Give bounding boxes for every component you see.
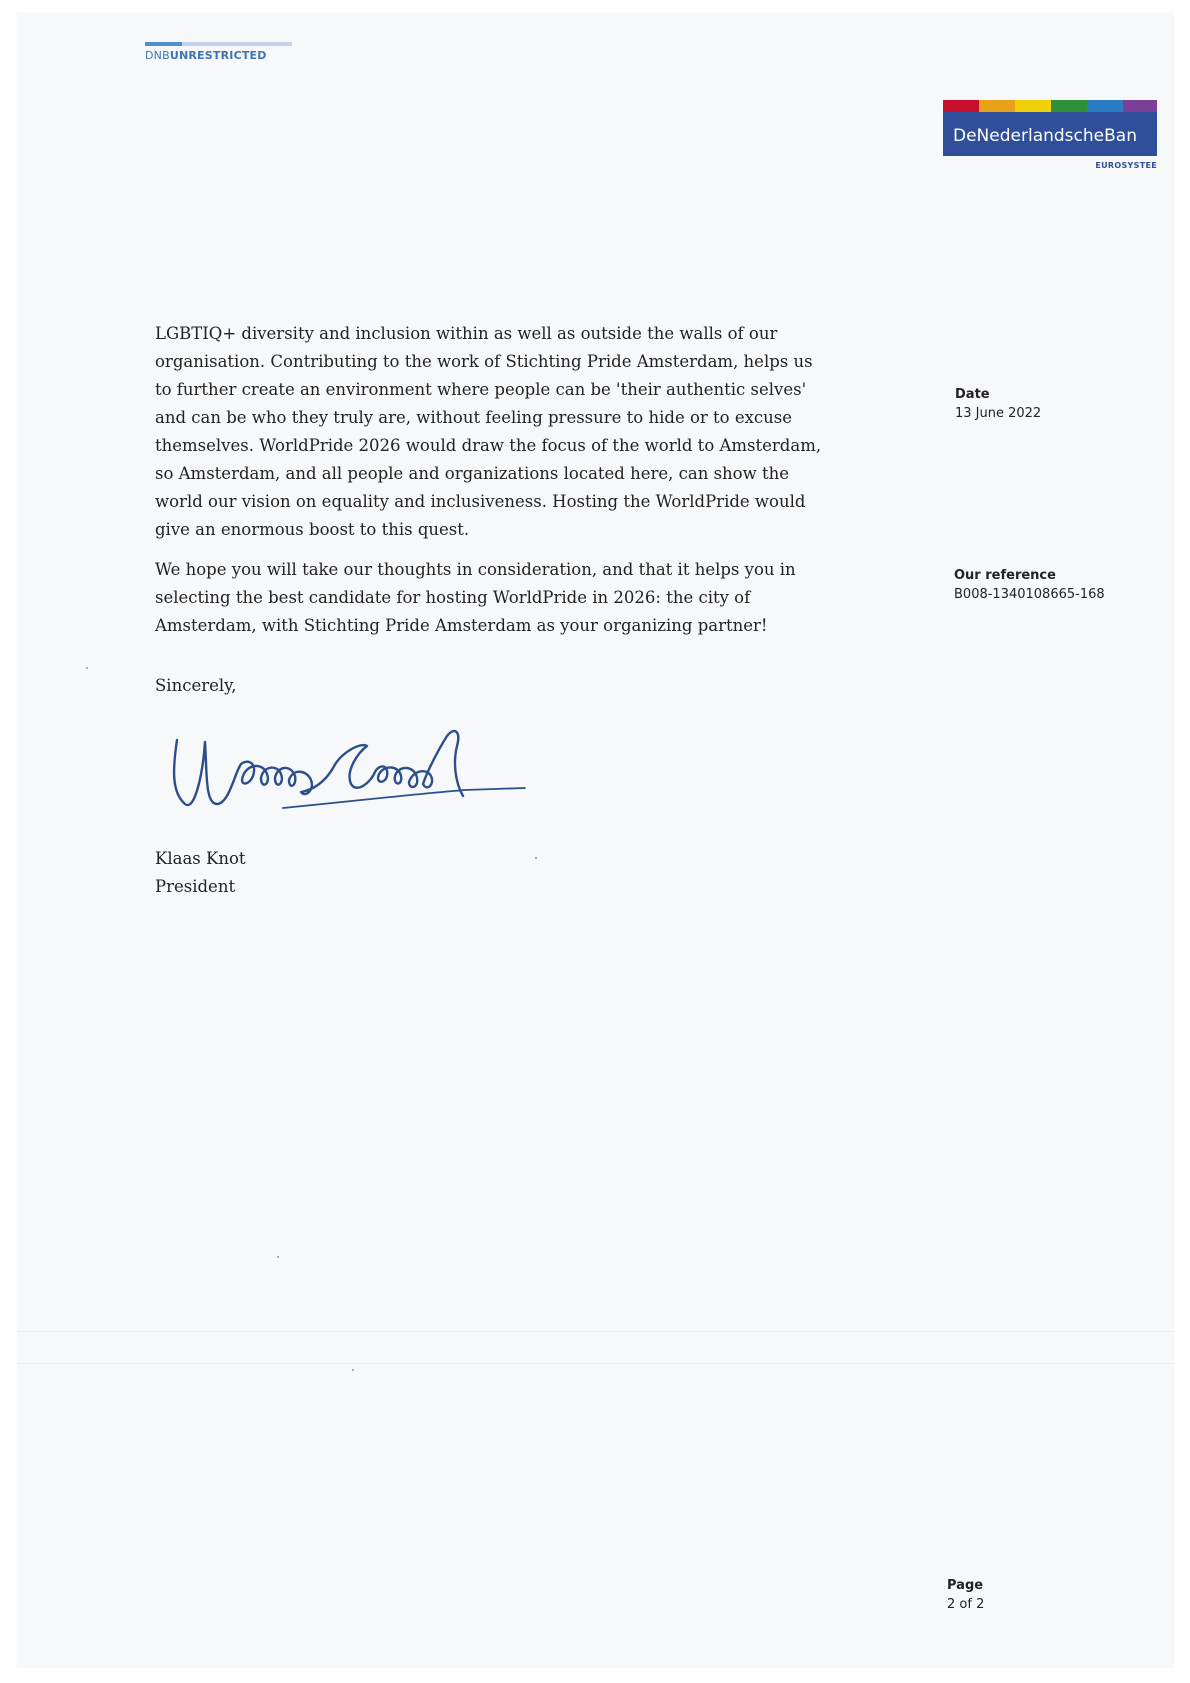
reference-block: [954, 568, 1105, 602]
scan-speck: [352, 1369, 354, 1371]
paragraph: We hope you will take our thoughts in consideration, and that it helps you in selecting the best candidate for hosting WorldPride in 2026: the city of Amsterdam, with Stichting Pride Amsterdam as your organizing partner!: [155, 560, 796, 635]
scan-band: [17, 1363, 1174, 1364]
classification-marker: [145, 42, 292, 62]
logo-stripe: [1123, 100, 1157, 112]
scan-band: [17, 1331, 1174, 1332]
reference-value: B008-1340108665-168: [954, 587, 1105, 602]
letter-page: [17, 13, 1174, 1668]
logo-stripe: [943, 100, 979, 112]
date-value: 13 June 2022: [955, 406, 1042, 421]
paragraph: LGBTIQ+ diversity and inclusion within as well as outside the walls of our organisation. Contributing to the work of Stichting Pride Amsterdam, helps us to further create an environment where people can be 'their authentic selves' and can be who they truly are, without feeling pressure to hide or to excuse themselves. WorldPride 2026 would draw the focus of the world to Amsterdam, so Amsterdam, and all people and organizations located here, can show the world our vision on equality and inclusiveness. Hosting the WorldPride would give an enormous boost to this quest.: [155, 324, 822, 539]
scan-speck: [277, 1256, 279, 1258]
logo-nameplate: DeNederlandscheBan: [943, 112, 1157, 156]
logo-eurosystem-tag: EUROSYSTEE: [1095, 161, 1157, 170]
signer-title: President: [155, 877, 236, 896]
logo-stripe: [1051, 100, 1087, 112]
page-number-block: [947, 1578, 984, 1612]
date-block: [955, 387, 1041, 421]
classification-label: DNBUNRESTRICTED: [145, 49, 267, 62]
scan-speck: [535, 857, 537, 859]
date-label: Date: [955, 387, 990, 402]
closing-salutation: Sincerely,: [155, 676, 237, 695]
signer-name: Klaas Knot: [155, 849, 246, 868]
classification-bar: [145, 42, 292, 46]
page-value: 2 of 2: [947, 1597, 985, 1612]
scan-speck: [86, 667, 88, 669]
logo-stripe: [979, 100, 1015, 112]
reference-label: Our reference: [954, 568, 1056, 583]
signature: [165, 712, 555, 830]
bank-logo: [943, 100, 1157, 170]
signer-block: [155, 845, 246, 901]
logo-color-stripes: [943, 100, 1157, 112]
letter-body: [155, 320, 827, 652]
page-label: Page: [947, 1578, 984, 1593]
logo-stripe: [1087, 100, 1123, 112]
logo-stripe: [1015, 100, 1051, 112]
